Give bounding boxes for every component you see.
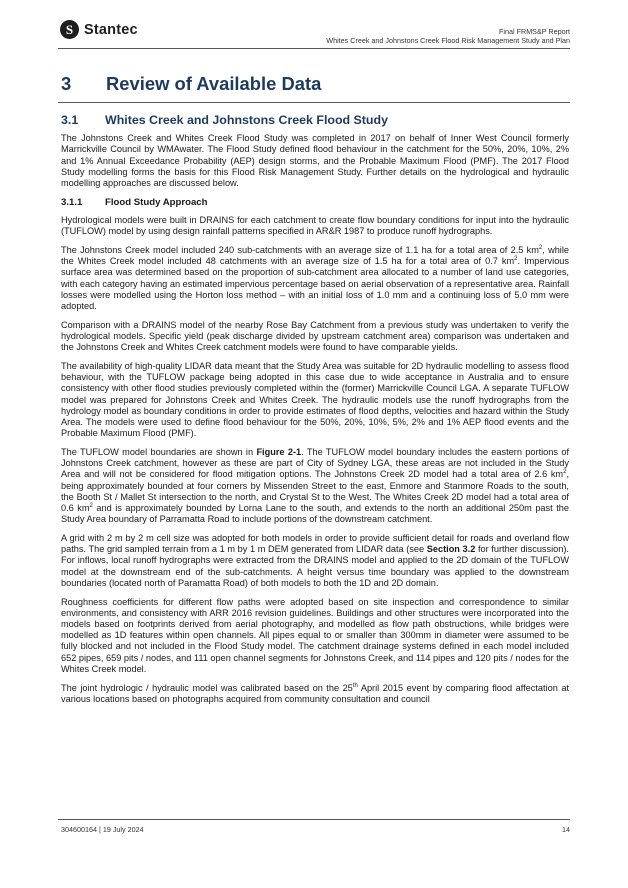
paragraph-lidar: The availability of high-quality LIDAR data meant that the Study Area was suitable for 2D hydraulic modelling to assess flood behaviour, with the TUFLOW package being adopted in this case due to wide acceptance in Australia and to ensure consistency with other flood studies previously completed within the (former) Marrickville Council LGA. A separate TUFLOW model was prepared for Johnstons Creek and Whites Creek. The hydraulic models use the runoff hydrographs from the hydrology model as boundary conditions in order to provide estimates of flood depths, velocities and hazard within the Study Area. The models were used to define flood behaviour for the 50%, 20%, 10%, 5%, 2% and 1% AEP flood events and the Probable Maximum Flood (PMF). (61, 361, 569, 439)
paragraph-grid: A grid with 2 m by 2 m cell size was adopted for both models in order to provide sufficient detail for roads and overland flow paths. The grid sampled terrain from a 1 m by 1 m DEM generated from LIDAR data (see Section 3.2 for further discussion). For inflows, local runoff hydrographs were extracted from the DRAINS model and applied to the 2D domain of the TUFLOW model at the downstream end of the sub-catchments. A height versus time boundary was applied to the downstream boundaries (located north of Paramatta Road) of both models to both the 1D and 2D domain. (61, 533, 569, 588)
paragraph-model-boundaries: The TUFLOW model boundaries are shown in Figure 2-1. The TUFLOW model boundary includes the eastern portions of Johnstons Creek catchment, however as these are part of City of Sydney LGA, these areas are not included in the Study Area and will not be considered for flood mitigation options. The Johnstons Creek 2D model had a total area of 2.6 $km^2$, being approximately bounded at four corners by Missenden Street to the east, Enmore and Stanmore Roads to the south, the Booth St / Mallet St intersection to the north, and Crystal St to the West. The Whites Creek 2D model had a total area of 0.6 $km^2$ and is approximately bounded by Lorna Lane to the south, and extends to the north an additional 250m past the Study Area boundary of Parramatta Road to include portions of the downstream catchment. (61, 447, 570, 525)
page-body (61, 115, 569, 713)
subsection-heading (61, 197, 569, 208)
section-number: 3.1 (61, 113, 79, 127)
paragraph-subcatchments: The Johnstons Creek model included 240 sub-catchments with an average size of 1.1 ha for a total area of 2.5 $km^2$, while the Whites Creek model included 48 catchments with an average size of 1.5 ha for a total area of 0.7 $km^2$. Impervious surface area was determined based on the proportion of sub-catchment area allocated to a number of land use categories, with each category having an estimated impervious percentage based on aerial observation of a representative area. Rainfall losses were modelled using the Horton loss method – with an initial loss of 1.0 mm and a continuing loss of 5.0 mm were adopted. (61, 244, 570, 312)
stantec-logo-text: Stantec (84, 21, 138, 38)
footer-divider (58, 819, 570, 820)
report-title: Whites Creek and Johnstons Creek Flood Risk Management Study and Plan (326, 36, 570, 45)
stantec-logo-icon: S (60, 20, 79, 39)
chapter-divider (58, 102, 570, 103)
section-heading (61, 115, 569, 126)
paragraph-calibration: The joint hydrologic / hydraulic model was calibrated based on the 25th April 2015 event by comparing flood affectation at various locations based on photographs acquired from community consultation and council (61, 682, 570, 704)
page-header (326, 27, 570, 45)
section-reference: Section 3.2 (426, 544, 476, 555)
paragraph-hydrology: Hydrological models were built in DRAINS for each catchment to create flow boundary conditions for input into the hydraulic (TUFLOW) model by using design rainfall patterns specified in AR&R 1987 to produce runoff hydrographs. (61, 215, 569, 237)
subsection-number: 3.1.1 (61, 196, 83, 208)
header-divider (58, 48, 570, 49)
stantec-logo (60, 20, 138, 39)
section-title: Whites Creek and Johnstons Creek Flood Study (105, 113, 388, 127)
chapter-number: 3 (61, 73, 72, 94)
paragraph-drains-comparison: Comparison with a DRAINS model of the nearby Rose Bay Catchment from a previous study was undertaken to verify the hydrological models. Specific yield (peak discharge divided by upstream catchment area) comparison was undertaken and the Johnstons Creek and Whites Creek catchment models were found to have comparable yields. (61, 319, 569, 353)
report-type: Final FRMS&P Report (499, 27, 570, 36)
page-number: 14 (562, 825, 570, 834)
footer-doc-ref: 304600164 | 19 July 2024 (61, 825, 144, 834)
chapter-heading (61, 73, 321, 95)
paragraph-roughness: Roughness coefficients for different flow paths were adopted based on site inspection and correspondence to similar environments, and consistency with ARR 2016 revision guidelines. Buildings and other structures were incorporated into the models based on footprints derived from aerial photography, and modelled as flow path obstructions, while bridges were modelled as 1D features within open channels. All pipes equal to or smaller than 300mm in diameter were assumed to be fully blocked and not included in the Flood Study model. The catchment drainage systems defined in each model included 652 pipes, 659 pits / nodes, and 111 open channel segments for Johnstons Creek, and 114 pipes and 120 pits / nodes for the Whites Creek model. (61, 596, 569, 674)
chapter-title: Review of Available Data (106, 73, 322, 94)
figure-reference: Figure 2-1 (256, 447, 302, 458)
subsection-title: Flood Study Approach (105, 196, 208, 208)
paragraph-intro: The Johnstons Creek and Whites Creek Flood Study was completed in 2017 on behalf of Inner West Council formerly Marrickville Council by WMAwater. The Flood Study defined flood behaviour in the catchment for the 50%, 20%, 10%, 2% and 1% Annual Exceedance Probability (AEP) design storms, and the Probable Maximum Flood (PMF). The 2017 Flood Study modelling forms the basis for this Flood Risk Management Study. Further details on the hydrological and hydraulic modelling approaches are discussed below. (61, 133, 569, 189)
